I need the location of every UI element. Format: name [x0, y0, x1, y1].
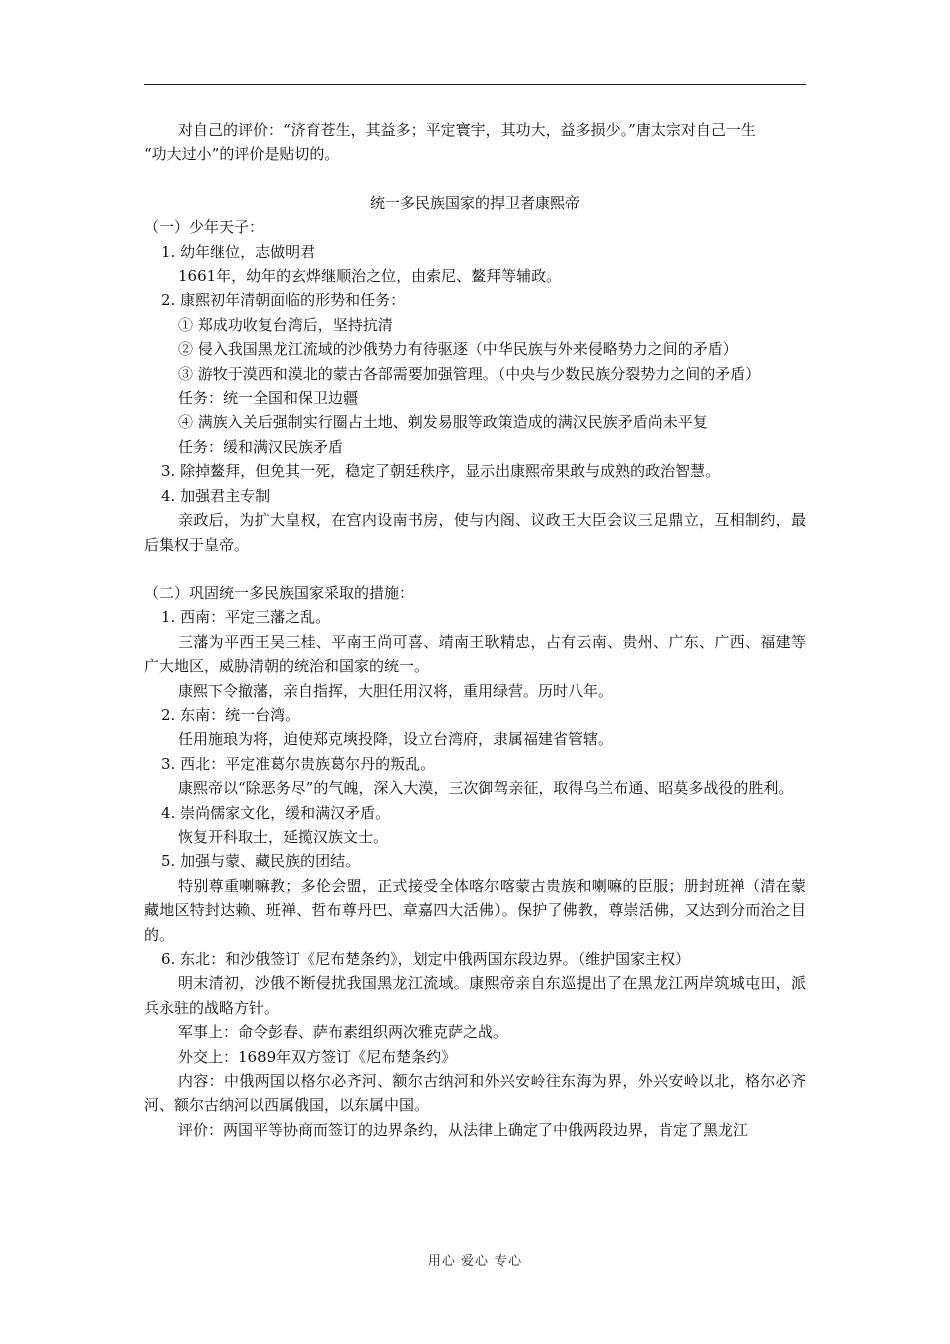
s1-item4-text: 亲政后，为扩大皇权，在宫内设南书房，使与内阁、议政王大臣会议三足鼎立，互相制约，最后集权于皇帝。 [144, 511, 806, 554]
s2-item6-label: 6. 东北：和沙俄签订《尼布楚条约》，划定中俄两国东段边界。（维护国家主权） [161, 950, 691, 968]
s2-item6-text3: 外交上：1689年双方签订《尼布楚条约》 [178, 1047, 457, 1066]
s2-item5-label: 5. 加强与蒙、藏民族的团结。 [161, 852, 361, 871]
s1-item3-label: 3. 除掉鳌拜，但免其一死，稳定了朝廷秩序，显示出康熙帝果敢与成熟的政治智慧。 [161, 462, 721, 481]
s2-item4-label: 4. 崇尚儒家文化，缓和满汉矛盾。 [161, 803, 391, 822]
page-footer: 用心 爱心 专心 [427, 1254, 523, 1269]
s2-item6-text5: 评价：两国平等协商而签订的边界条约，从法律上确定了中俄两段边界，肯定了黑龙江 [178, 1120, 749, 1139]
s2-item2-text: 任用施琅为将，迫使郑克塽投降，设立台湾府，隶属福建省管辖。 [178, 730, 614, 749]
s2-item4-text: 恢复开科取士，延揽汉族文士。 [178, 827, 389, 846]
s2-item6-text2: 军事上：命令彭春、萨布素组织两次雅克萨之战。 [178, 1023, 509, 1042]
section1-heading: （一）少年天子： [144, 218, 265, 237]
section2-heading: （二）巩固统一多民族国家采取的措施： [144, 583, 415, 602]
s1-item1-label: 1. 幼年继位，志做明君 [161, 242, 316, 261]
s1-item2-c4: ④ 满族入关后强制实行圈占土地、剃发易服等政策造成的满汉民族矛盾尚未平复 [178, 413, 708, 432]
s2-item3-text: 康熙帝以“除恶务尽”的气魄，深入大漠，三次御驾亲征，取得乌兰布通、昭莫多战役的胜利。 [178, 779, 794, 798]
s2-item6-text1: 明末清初，沙俄不断侵扰我国黑龙江流域。康熙帝亲自东巡提出了在黑龙江两岸筑城屯田，派兵永驻的战略方针。 [144, 974, 806, 1017]
s2-item5-text: 特别尊重喇嘛教；多伦会盟，正式接受全体喀尔喀蒙古贵族和喇嘛的臣服；册封班禅（清在蒙藏地区特封达赖、班禅、哲布尊丹巴、章嘉四大活佛）。保护了佛教，尊崇活佛，又达到分而治之目的。 [144, 876, 806, 944]
s1-item1-text: 1661年，幼年的玄烨继顺治之位，由索尼、鳌拜等辅政。 [178, 267, 562, 286]
section-title: 统一多民族国家的捍卫者康熙帝 [369, 193, 580, 212]
intro-line-1: 对自己的评价：“济育苍生，其益多；平定寰宇，其功大，益多损少。”唐太宗对自己一生 [178, 121, 756, 139]
s1-item2-label: 2. 康熙初年清朝面临的形势和任务： [161, 291, 406, 310]
s2-item1-text2: 康熙下令撤藩，亲自指挥，大胆任用汉将，重用绿营。历时八年。 [178, 681, 614, 700]
s1-item4-label: 4. 加强君主专制 [161, 486, 271, 505]
s2-item1-label: 1. 西南：平定三藩之乱。 [161, 608, 331, 627]
document-body [144, 118, 806, 1142]
s1-item2-c3: ③ 游牧于漠西和漠北的蒙古各部需要加强管理。（中央与少数民族分裂势力之间的矛盾） [178, 364, 761, 383]
s2-item3-label: 3. 西北：平定准葛尔贵族葛尔丹的叛乱。 [161, 754, 436, 773]
s2-item1-text1: 三藩为平西王吴三桂、平南王尚可喜、靖南王耿精忠，占有云南、贵州、广东、广西、福建等广大地区，威胁清朝的统治和国家的统一。 [144, 632, 806, 676]
s1-item2-task2: 任务：缓和满汉民族矛盾 [178, 437, 344, 456]
s2-item6-text4: 内容：中俄两国以格尔必齐河、额尔古纳河和外兴安岭往东海为界，外兴安岭以北，格尔必齐河、额尔古纳河以西属俄国，以东属中国。 [144, 1072, 806, 1115]
s1-item2-c2: ② 侵入我国黑龙江流域的沙俄势力有待驱逐（中华民族与外来侵略势力之间的矛盾） [178, 340, 738, 359]
s1-item2-task1: 任务：统一全国和保卫边疆 [178, 389, 359, 408]
s2-item2-label: 2. 东南：统一台湾。 [161, 705, 301, 724]
header-rule [144, 84, 806, 85]
spacer [144, 557, 806, 581]
s1-item2-c1: ① 郑成功收复台湾后，坚持抗清 [178, 315, 393, 334]
intro-line-2: “功大过小”的评价是贴切的。 [144, 145, 340, 164]
